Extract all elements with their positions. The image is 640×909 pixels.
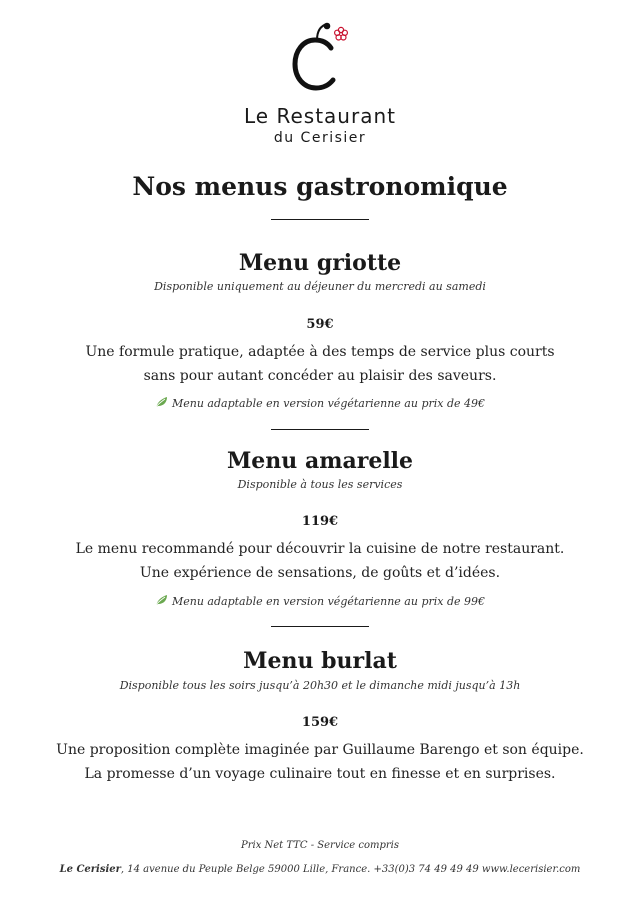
menu-description-line: Une proposition complète imaginée par Guillaume Barengo et son équipe. [56, 742, 584, 758]
vegetarian-note [0, 594, 640, 609]
menu-description-line: sans pour autant concéder au plaisir des saveurs. [143, 368, 497, 384]
footer-contact [0, 864, 640, 875]
vegetarian-note-text: Menu adaptable en version végétarienne au prix de 99€ [171, 595, 486, 608]
menu-description-line: Une formule pratique, adaptée à des temps de service plus courts [85, 344, 555, 360]
page-title: Nos menus gastronomique [132, 172, 508, 201]
menu-description-line: Le menu recommandé pour découvrir la cuisine de notre restaurant. [75, 541, 565, 557]
menu-title-burlat: Menu burlat [243, 648, 397, 674]
leaf-icon [155, 594, 169, 609]
restaurant-logo [0, 18, 640, 98]
cerisier-logo-icon [275, 18, 365, 98]
footer-restaurant-name: Le Cerisier [59, 864, 121, 875]
divider [271, 626, 369, 627]
menu-availability: Disponible à tous les services [237, 478, 403, 491]
brand-name-line1: Le Restaurant [244, 104, 396, 128]
brand-name-line2: du Cerisier [273, 130, 367, 146]
leaf-icon [155, 396, 169, 411]
menu-price: 159€ [301, 715, 339, 730]
menu-title-griotte: Menu griotte [238, 250, 402, 276]
menu-description-line: Une expérience de sensations, de goûts et d’idées. [139, 565, 501, 581]
menu-availability: Disponible tous les soirs jusqu’à 20h30 et le dimanche midi jusqu’à 13h [119, 679, 521, 692]
divider [271, 219, 369, 220]
menu-price: 59€ [306, 317, 334, 332]
menu-availability: Disponible uniquement au déjeuner du mercredi au samedi [154, 280, 486, 293]
divider [271, 429, 369, 430]
cherry-blossom-icon [335, 27, 348, 40]
menu-price: 119€ [301, 514, 339, 529]
menu-description [0, 537, 640, 585]
menu-title-amarelle: Menu amarelle [226, 448, 414, 474]
menu-description [0, 738, 640, 786]
vegetarian-note-text: Menu adaptable en version végétarienne au prix de 49€ [171, 397, 486, 410]
vegetarian-note [0, 396, 640, 411]
footer-pricing-note: Prix Net TTC - Service compris [240, 840, 399, 851]
menu-description [0, 340, 640, 388]
footer-address: , 14 avenue du Peuple Belge 59000 Lille, France. +33(0)3 74 49 49 49 www.lecerisier.com [120, 864, 581, 875]
menu-description-line: La promesse d’un voyage culinaire tout en finesse et en surprises. [84, 766, 556, 782]
